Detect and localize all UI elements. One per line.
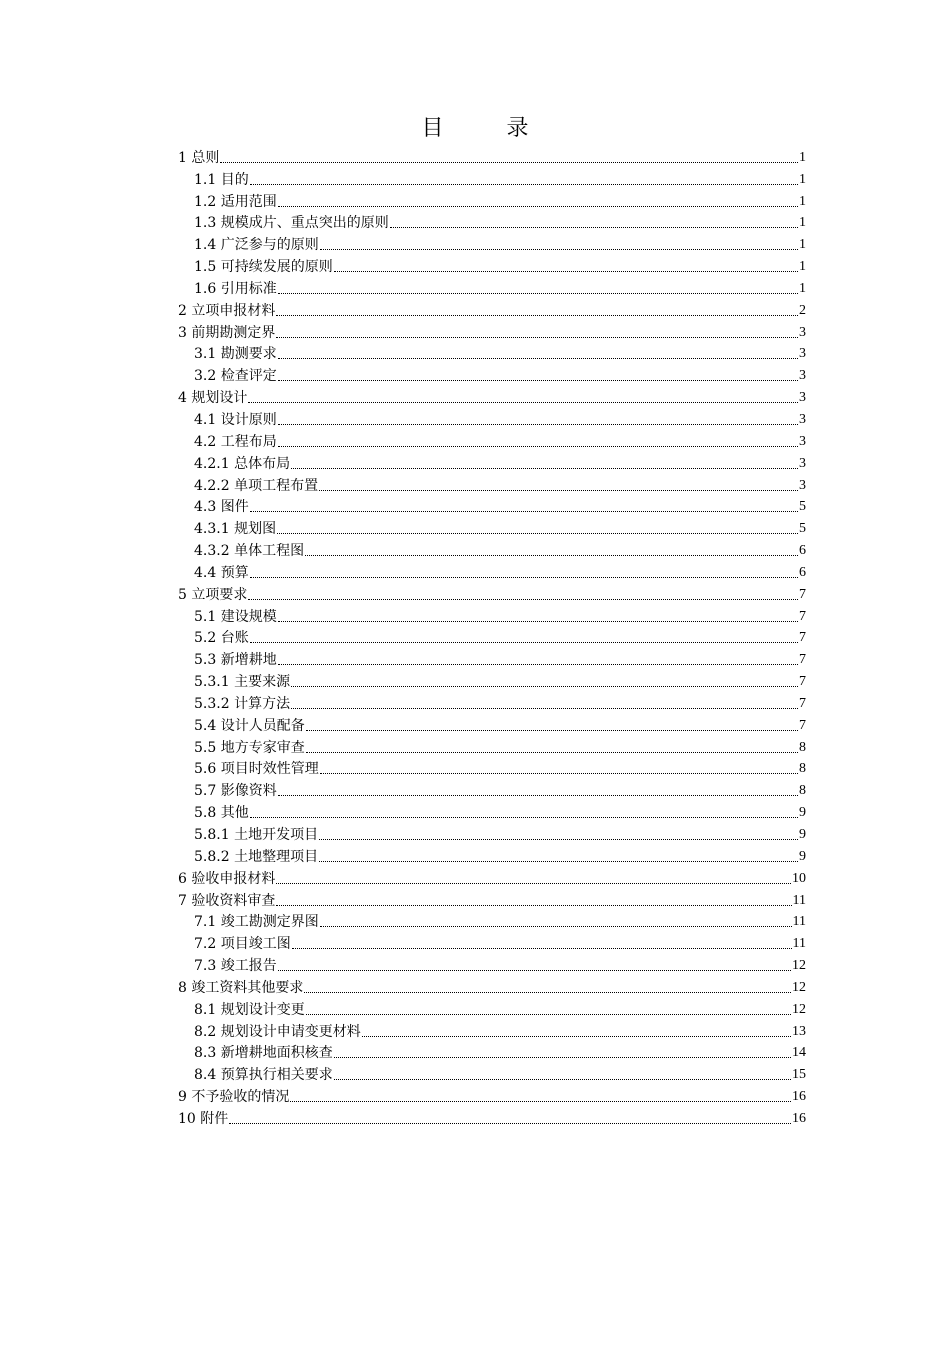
toc-entry[interactable] bbox=[178, 515, 806, 537]
toc-dot-leader bbox=[278, 380, 798, 381]
toc-entry-page-number: 1 bbox=[799, 171, 806, 187]
toc-entry-page-number: 8 bbox=[799, 783, 806, 799]
toc-entry-label: 3.2 检查评定 bbox=[194, 368, 277, 385]
toc-entry-page-number: 6 bbox=[799, 543, 806, 559]
toc-dot-leader bbox=[250, 642, 798, 643]
toc-dot-leader bbox=[306, 752, 798, 753]
toc-entry-page-number: 6 bbox=[799, 564, 806, 580]
toc-entry[interactable] bbox=[178, 210, 806, 232]
toc-entry-page-number: 3 bbox=[799, 411, 806, 427]
toc-entry[interactable] bbox=[178, 1083, 806, 1105]
toc-entry[interactable] bbox=[178, 428, 806, 450]
toc-entry-page-number: 11 bbox=[792, 914, 806, 930]
toc-entry-page-number: 12 bbox=[792, 1001, 806, 1017]
toc-entry-label: 5.7 影像资料 bbox=[194, 783, 277, 800]
toc-entry[interactable] bbox=[178, 646, 806, 668]
toc-entry-label: 4.3 图件 bbox=[194, 499, 249, 516]
toc-entry[interactable] bbox=[178, 887, 806, 909]
toc-entry-page-number: 3 bbox=[799, 346, 806, 362]
toc-entry[interactable] bbox=[178, 843, 806, 865]
toc-entry-page-number: 2 bbox=[799, 302, 806, 318]
toc-dot-leader bbox=[276, 883, 791, 884]
toc-title: 目 录 bbox=[421, 116, 557, 141]
toc-dot-leader bbox=[320, 773, 798, 774]
toc-dot-leader bbox=[220, 162, 798, 163]
toc-entry-page-number: 13 bbox=[792, 1023, 806, 1039]
toc-entry-label: 4.2.1 总体布局 bbox=[194, 455, 291, 472]
toc-entry[interactable] bbox=[178, 625, 806, 647]
toc-entry[interactable] bbox=[178, 996, 806, 1018]
toc-dot-leader bbox=[278, 358, 798, 359]
toc-entry-page-number: 3 bbox=[799, 455, 806, 471]
toc-entry-page-number: 3 bbox=[799, 324, 806, 340]
toc-entry[interactable] bbox=[178, 253, 806, 275]
toc-entry[interactable] bbox=[178, 166, 806, 188]
toc-entry[interactable] bbox=[178, 472, 806, 494]
toc-entry-label: 8.2 规划设计申请变更材料 bbox=[194, 1023, 361, 1040]
toc-entry[interactable] bbox=[178, 406, 806, 428]
toc-entry-label: 4.3.2 单体工程图 bbox=[194, 543, 305, 560]
toc-entry[interactable] bbox=[178, 974, 806, 996]
toc-entry[interactable] bbox=[178, 865, 806, 887]
toc-entry-page-number: 3 bbox=[799, 368, 806, 384]
toc-entry-label: 8 竣工资料其他要求 bbox=[178, 979, 304, 996]
toc-entry-label: 5.3.1 主要来源 bbox=[194, 674, 291, 691]
toc-entry-page-number: 3 bbox=[799, 390, 806, 406]
toc-dot-leader bbox=[248, 599, 798, 600]
toc-entry-label: 7.1 竣工勘测定界图 bbox=[194, 914, 319, 931]
toc-dot-leader bbox=[306, 730, 798, 731]
toc-dot-leader bbox=[250, 184, 798, 185]
toc-entry-page-number: 15 bbox=[792, 1067, 806, 1083]
toc-entry-label: 7.2 项目竣工图 bbox=[194, 936, 291, 953]
toc-entry-page-number: 10 bbox=[792, 870, 806, 886]
toc-entry-label: 5.2 台账 bbox=[194, 630, 249, 647]
toc-entry[interactable] bbox=[178, 297, 806, 319]
toc-entry-page-number: 14 bbox=[792, 1045, 806, 1061]
toc-entry-label: 7 验收资料审查 bbox=[178, 892, 276, 909]
toc-entry-page-number: 11 bbox=[792, 892, 806, 908]
toc-entry[interactable] bbox=[178, 1018, 806, 1040]
toc-entry-page-number: 1 bbox=[799, 259, 806, 275]
toc-entry-label: 4.1 设计原则 bbox=[194, 411, 277, 428]
toc-entry[interactable] bbox=[178, 712, 806, 734]
toc-entry-page-number: 11 bbox=[792, 936, 806, 952]
toc-entry[interactable] bbox=[178, 690, 806, 712]
toc-entry-label: 5.6 项目时效性管理 bbox=[194, 761, 319, 778]
toc-entry-label: 3 前期勘测定界 bbox=[178, 324, 276, 341]
toc-entry[interactable] bbox=[178, 603, 806, 625]
toc-entry[interactable] bbox=[178, 384, 806, 406]
toc-entry[interactable] bbox=[178, 319, 806, 341]
toc-dot-leader bbox=[278, 970, 791, 971]
toc-entry-label: 5 立项要求 bbox=[178, 586, 248, 603]
toc-entry[interactable] bbox=[178, 1061, 806, 1083]
toc-dot-leader bbox=[250, 511, 798, 512]
toc-dot-leader bbox=[291, 686, 798, 687]
toc-entry-label: 5.8.1 土地开发项目 bbox=[194, 827, 319, 843]
toc-dot-leader bbox=[320, 249, 798, 250]
toc-entry-label: 1.1 目的 bbox=[194, 171, 249, 188]
toc-entry-label: 4.2.2 单项工程布置 bbox=[194, 477, 319, 494]
toc-dot-leader bbox=[276, 905, 791, 906]
toc-dot-leader bbox=[305, 555, 798, 556]
toc-entry-page-number: 1 bbox=[799, 237, 806, 253]
toc-entry-label: 7.3 竣工报告 bbox=[194, 958, 277, 975]
toc-entry-page-number: 12 bbox=[792, 979, 806, 995]
toc-entry-label: 2 立项申报材料 bbox=[178, 302, 276, 319]
toc-entry-label: 8.3 新增耕地面积核查 bbox=[194, 1045, 333, 1062]
toc-list bbox=[178, 144, 806, 1127]
toc-dot-leader bbox=[248, 402, 798, 403]
toc-entry-page-number: 16 bbox=[792, 1110, 806, 1126]
toc-entry[interactable] bbox=[178, 799, 806, 821]
toc-dot-leader bbox=[320, 926, 792, 927]
toc-dot-leader bbox=[278, 664, 798, 665]
toc-entry-page-number: 5 bbox=[799, 521, 806, 537]
toc-dot-leader bbox=[290, 1101, 791, 1102]
toc-entry[interactable] bbox=[178, 1105, 806, 1127]
toc-entry-page-number: 7 bbox=[799, 608, 806, 624]
toc-entry[interactable] bbox=[178, 821, 806, 843]
toc-entry-page-number: 7 bbox=[799, 586, 806, 602]
toc-entry[interactable] bbox=[178, 909, 806, 931]
toc-dot-leader bbox=[229, 1123, 791, 1124]
toc-entry[interactable] bbox=[178, 188, 806, 210]
toc-entry[interactable] bbox=[178, 231, 806, 253]
toc-dot-leader bbox=[306, 1014, 791, 1015]
toc-dot-leader bbox=[276, 315, 798, 316]
toc-entry[interactable] bbox=[178, 450, 806, 472]
toc-entry-label: 4 规划设计 bbox=[178, 390, 248, 407]
toc-dot-leader bbox=[334, 1079, 791, 1080]
toc-entry-page-number: 7 bbox=[799, 630, 806, 646]
toc-entry-label: 8.4 预算执行相关要求 bbox=[194, 1067, 333, 1084]
toc-dot-leader bbox=[319, 839, 798, 840]
toc-dot-leader bbox=[278, 446, 798, 447]
toc-entry-page-number: 12 bbox=[792, 958, 806, 974]
toc-entry-page-number: 7 bbox=[799, 652, 806, 668]
toc-dot-leader bbox=[278, 621, 798, 622]
toc-dot-leader bbox=[277, 533, 798, 534]
toc-entry-label: 5.5 地方专家审查 bbox=[194, 739, 305, 756]
toc-entry[interactable] bbox=[178, 275, 806, 297]
toc-entry-page-number: 8 bbox=[799, 739, 806, 755]
toc-entry[interactable] bbox=[178, 1040, 806, 1062]
toc-entry[interactable] bbox=[178, 559, 806, 581]
toc-entry-label: 1.6 引用标准 bbox=[194, 280, 277, 297]
toc-dot-leader bbox=[291, 468, 798, 469]
toc-entry-page-number: 1 bbox=[799, 215, 806, 231]
toc-dot-leader bbox=[278, 424, 798, 425]
toc-dot-leader bbox=[390, 227, 798, 228]
toc-dot-leader bbox=[362, 1036, 791, 1037]
toc-entry[interactable] bbox=[178, 777, 806, 799]
toc-entry-page-number: 3 bbox=[799, 477, 806, 493]
toc-dot-leader bbox=[278, 293, 798, 294]
toc-dot-leader bbox=[304, 992, 791, 993]
toc-entry-label: 4.3.1 规划图 bbox=[194, 521, 277, 538]
toc-entry-page-number: 7 bbox=[799, 717, 806, 733]
toc-entry-page-number: 16 bbox=[792, 1089, 806, 1105]
toc-entry[interactable] bbox=[178, 756, 806, 778]
toc-entry[interactable] bbox=[178, 144, 806, 166]
toc-dot-leader bbox=[276, 337, 798, 338]
toc-entry[interactable] bbox=[178, 341, 806, 363]
toc-entry-page-number: 1 bbox=[799, 280, 806, 296]
toc-entry-label: 1 总则 bbox=[178, 149, 220, 166]
toc-entry-label: 5.4 设计人员配备 bbox=[194, 717, 305, 734]
toc-entry-label: 5.3.2 计算方法 bbox=[194, 695, 291, 712]
toc-entry-label: 5.1 建设规模 bbox=[194, 608, 277, 625]
toc-dot-leader bbox=[319, 861, 798, 862]
toc-entry-label: 4.2 工程布局 bbox=[194, 433, 277, 450]
toc-entry[interactable] bbox=[178, 734, 806, 756]
toc-entry-page-number: 3 bbox=[799, 433, 806, 449]
toc-entry-page-number: 9 bbox=[799, 827, 806, 842]
toc-entry-page-number: 1 bbox=[799, 193, 806, 209]
toc-entry-page-number: 8 bbox=[799, 761, 806, 777]
toc-entry-label: 8.1 规划设计变更 bbox=[194, 1001, 305, 1018]
toc-entry-label: 6 验收申报材料 bbox=[178, 870, 276, 887]
toc-entry-page-number: 1 bbox=[799, 149, 806, 165]
toc-entry-label: 3.1 勘测要求 bbox=[194, 346, 277, 363]
toc-entry-label: 4.4 预算 bbox=[194, 564, 249, 581]
toc-entry-label: 9 不予验收的情况 bbox=[178, 1089, 290, 1106]
toc-entry-label: 1.5 可持续发展的原则 bbox=[194, 259, 333, 276]
toc-entry-page-number: 7 bbox=[799, 674, 806, 690]
toc-entry[interactable] bbox=[178, 930, 806, 952]
toc-entry-page-number: 9 bbox=[799, 848, 806, 864]
toc-entry[interactable] bbox=[178, 537, 806, 559]
toc-entry-page-number: 7 bbox=[799, 695, 806, 711]
toc-entry-page-number: 5 bbox=[799, 499, 806, 515]
toc-dot-leader bbox=[278, 206, 798, 207]
toc-entry[interactable] bbox=[178, 494, 806, 516]
toc-entry-label: 5.3 新增耕地 bbox=[194, 652, 277, 669]
toc-dot-leader bbox=[292, 948, 792, 949]
toc-dot-leader bbox=[291, 708, 798, 709]
toc-dot-leader bbox=[250, 817, 798, 818]
toc-entry-label: 1.3 规模成片、重点突出的原则 bbox=[194, 215, 389, 232]
toc-dot-leader bbox=[319, 490, 798, 491]
toc-entry-page-number: 9 bbox=[799, 805, 806, 821]
toc-entry[interactable] bbox=[178, 668, 806, 690]
toc-entry[interactable] bbox=[178, 952, 806, 974]
toc-dot-leader bbox=[334, 1057, 791, 1058]
toc-entry[interactable] bbox=[178, 581, 806, 603]
toc-dot-leader bbox=[250, 577, 798, 578]
toc-entry-label: 1.4 广泛参与的原则 bbox=[194, 237, 319, 254]
toc-entry-label: 10 附件 bbox=[178, 1110, 229, 1127]
toc-entry-label: 5.8.2 土地整理项目 bbox=[194, 848, 319, 865]
toc-entry-label: 1.2 适用范围 bbox=[194, 193, 277, 210]
toc-dot-leader bbox=[278, 795, 798, 796]
toc-entry[interactable] bbox=[178, 362, 806, 384]
toc-entry-label: 5.8 其他 bbox=[194, 805, 249, 822]
toc-dot-leader bbox=[334, 271, 798, 272]
